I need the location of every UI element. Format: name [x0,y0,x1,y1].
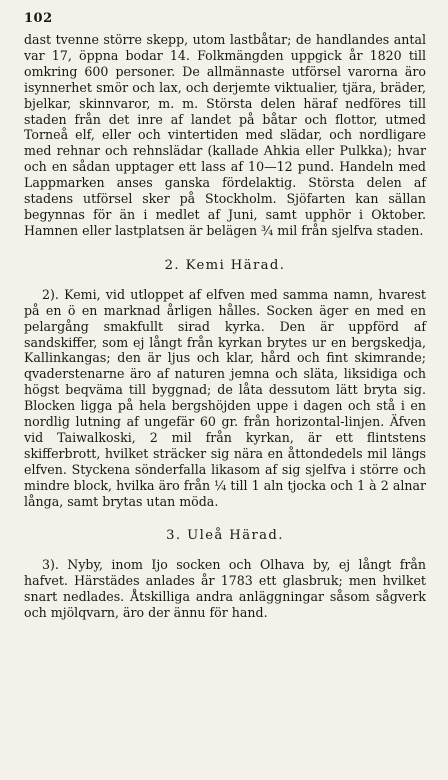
ulea-paragraph: 3). Nyby, inom Ijo socken och Olhava by, ej långt från hafvet. Härstädes anlades år 1783 ett glasbruk; men hvilket snart nedlades. Åtskilliga andra anläggningar såsom sågverk och mjölqvarn, äro der ännu för hand. [24,557,426,621]
page-number: 102 [24,11,53,26]
section-heading-ulea: 3. Uleå Härad. [166,528,284,544]
section-heading-kemi: 2. Kemi Härad. [164,257,286,273]
kemi-paragraph: 2). Kemi, vid utloppet af elfven med samma namn, hvarest på en ö en marknad årligen hålles. Socken äger en med en pelargång smakfullt sirad kyrka. Den är uppförd af sandskiffer, som ej långt från kyrkan brytes ur en bergskedja, Kallinkangas; den är ljus och klar, hård och fint skimrande; qvaderstenarne äro af naturen jemna och släta, liksidiga och högst beqväma till byggnad; de låta dessutom lätt bryta sig. Blocken ligga på hela bergshöjden uppe i dagen och stå i en nordlig lutning af ungefär 60 gr. från horizontal-linjen. Äfven vid Taiwalkoski, 2 mil från kyrkan, är ett flintstens skifferbrott, hvilket sträcker sig nära en åttondedels mil längs elfven. Styckena sönderfalla likasom af sig sjelfva i större och mindre block, hvilka äro från ¼ till 1 aln tjocka och 1 à 2 alnar långa, samt brytas utan möda. [24,286,426,509]
intro-paragraph: dast tvenne större skepp, utom lastbåtar; de handlandes antal var 17, öppna bodar 14. Folkmängden uppgick år 1820 till omkring 600 personer. De allmännaste utförsel varorna äro isynnerhet smör och lax, och derjemte viktualier, tjära, bräder, bjelkar, skinnvaror, m. m. Största delen häraf nedföres till staden från det inre af landet på båtar och flottor, utmed Torneå elf, eller och vintertiden med slädar, och nordligare med rehnar och rehnslädar (kallade Ahkia eller Pulkka); hvar och en sådan upptager ett lass af 10—12 pund. Handeln med Lappmarken anses ganska fördelaktig. Största delen af stadens utförsel sker på Stockholm. Sjöfarten kan sällan begynnas för än i medlet af Juni, samt upphör i Oktober. Hamnen eller lastplatsen är belägen ¾ mil från sjelfva staden. [24,32,426,238]
